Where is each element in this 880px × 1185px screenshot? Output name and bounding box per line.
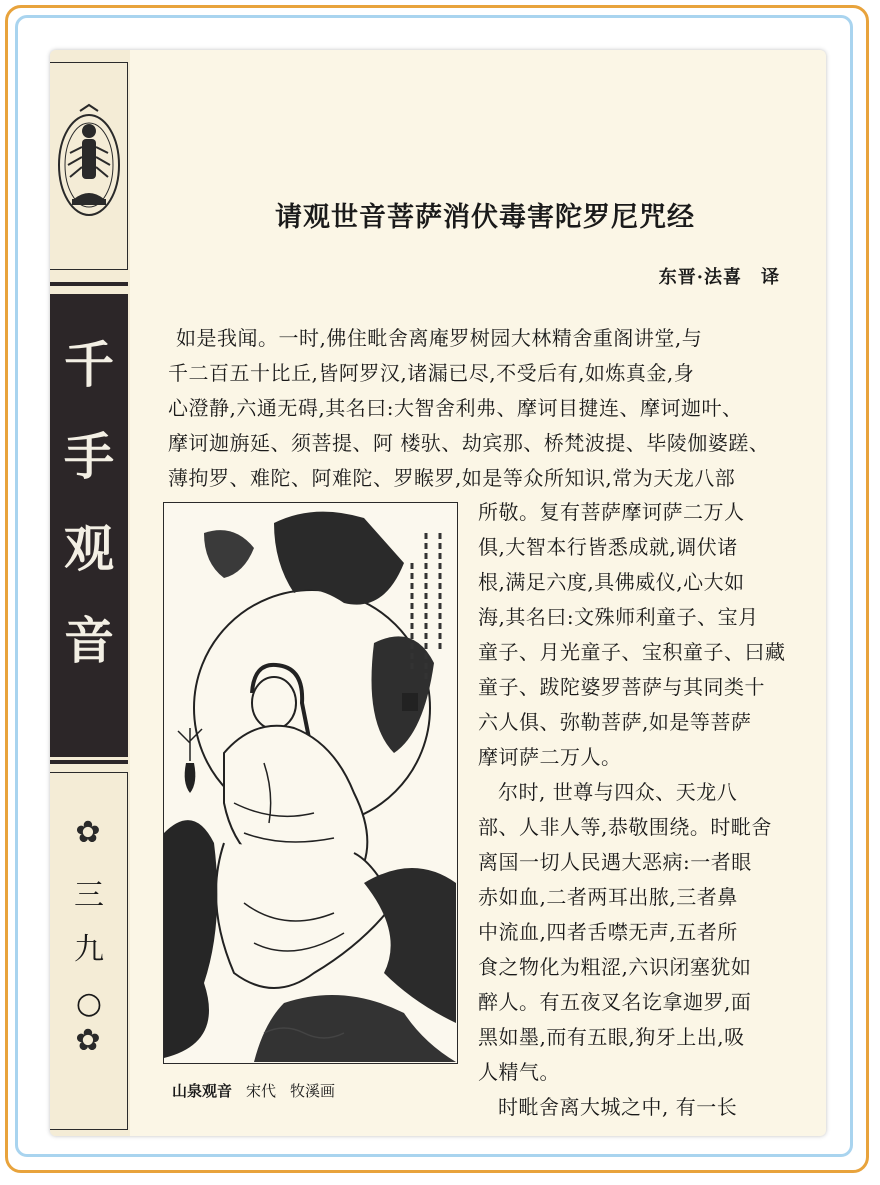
illustration-caption — [172, 1080, 472, 1101]
sutra-title: 请观世音菩萨消伏毒害陀罗尼咒经 — [275, 202, 695, 233]
side-band — [50, 50, 130, 1136]
body-line: 醉人。有五夜叉名讫拿迦罗,面 — [478, 990, 752, 1014]
body-line: 海,其名曰:文殊师利童子、宝月 — [478, 605, 759, 629]
band-rule-mid — [50, 760, 128, 764]
body-line: 所敬。复有菩萨摩诃萨二万人 — [478, 500, 745, 524]
body-line: 中流血,四者舌噤无声,五者所 — [478, 920, 738, 944]
body-line: 童子、跋陀婆罗菩萨与其同类十 — [478, 675, 765, 699]
page-number-box — [50, 772, 128, 1130]
caption-artist: 牧溪画 — [290, 1082, 336, 1100]
body-line: 食之物化为粗涩,六识闭塞犹如 — [478, 955, 752, 979]
guanyin-painting-icon — [164, 503, 456, 1062]
guanyin-illustration — [163, 502, 458, 1064]
translator-credit: 东晋·法喜 译 — [658, 267, 780, 288]
guanyin-emblem-icon — [50, 103, 128, 233]
page-number — [50, 869, 128, 1031]
caption-title: 山泉观音 — [172, 1082, 233, 1100]
body-line: 黑如墨,而有五眼,狗牙上出,吸 — [478, 1025, 745, 1049]
body-line: 根,满足六度,具佛威仪,心大如 — [478, 570, 745, 594]
book-title-panel — [50, 294, 128, 757]
flower-ornament-icon: ✿ — [75, 1023, 101, 1058]
page-number-digit: 三 — [74, 878, 104, 913]
body-line: 摩诃萨二万人。 — [478, 745, 622, 769]
body-line: 俱,大智本行皆悉成就,调伏诸 — [478, 535, 738, 559]
body-line: 童子、月光童子、宝积童子、曰藏 — [478, 640, 786, 664]
book-title-char: 手 — [64, 428, 114, 486]
body-line: 如是我闻。一时,佛住毗舍离庵罗树园大林精舍重阁讲堂,与 — [176, 326, 703, 350]
body-line: 六人俱、弥勒菩萨,如是等菩萨 — [478, 710, 752, 734]
book-page — [50, 50, 826, 1136]
caption-dynasty: 宋代 — [246, 1082, 277, 1100]
body-line: 千二百五十比丘,皆阿罗汉,诸漏已尽,不受后有,如炼真金,身 — [168, 361, 695, 385]
body-line: 薄拘罗、难陀、阿难陀、罗睺罗,如是等众所知识,常为天龙八部 — [168, 466, 736, 490]
body-line: 部、人非人等,恭敬围绕。时毗舍 — [478, 815, 772, 839]
body-line: 摩诃迦旃延、须菩提、阿 楼驮、劫宾那、桥梵波提、毕陵伽婆蹉、 — [168, 431, 770, 455]
flower-ornament-icon: ✿ — [75, 815, 101, 850]
body-line: 时毗舍离大城之中, 有一长 — [498, 1095, 738, 1119]
body-line: 赤如血,二者两耳出脓,三者鼻 — [478, 885, 738, 909]
book-title-char: 千 — [64, 336, 114, 394]
body-line: 人精气。 — [478, 1060, 560, 1084]
page-number-digit: 九 — [74, 932, 104, 967]
book-title-char: 观 — [64, 520, 114, 578]
page-number-digit: ○ — [75, 986, 103, 1021]
body-line: 离国一切人民遇大恶病:一者眼 — [478, 850, 752, 874]
body-line: 心澄静,六通无碍,其名曰:大智舍利弗、摩诃目揵连、摩诃迦叶、 — [168, 396, 743, 420]
emblem-box — [50, 62, 128, 270]
body-line: 尔时, 世尊与四众、天龙八 — [498, 780, 738, 804]
book-title-char: 音 — [64, 612, 114, 670]
band-rule-top — [50, 282, 128, 286]
book-title-vertical — [50, 319, 128, 687]
